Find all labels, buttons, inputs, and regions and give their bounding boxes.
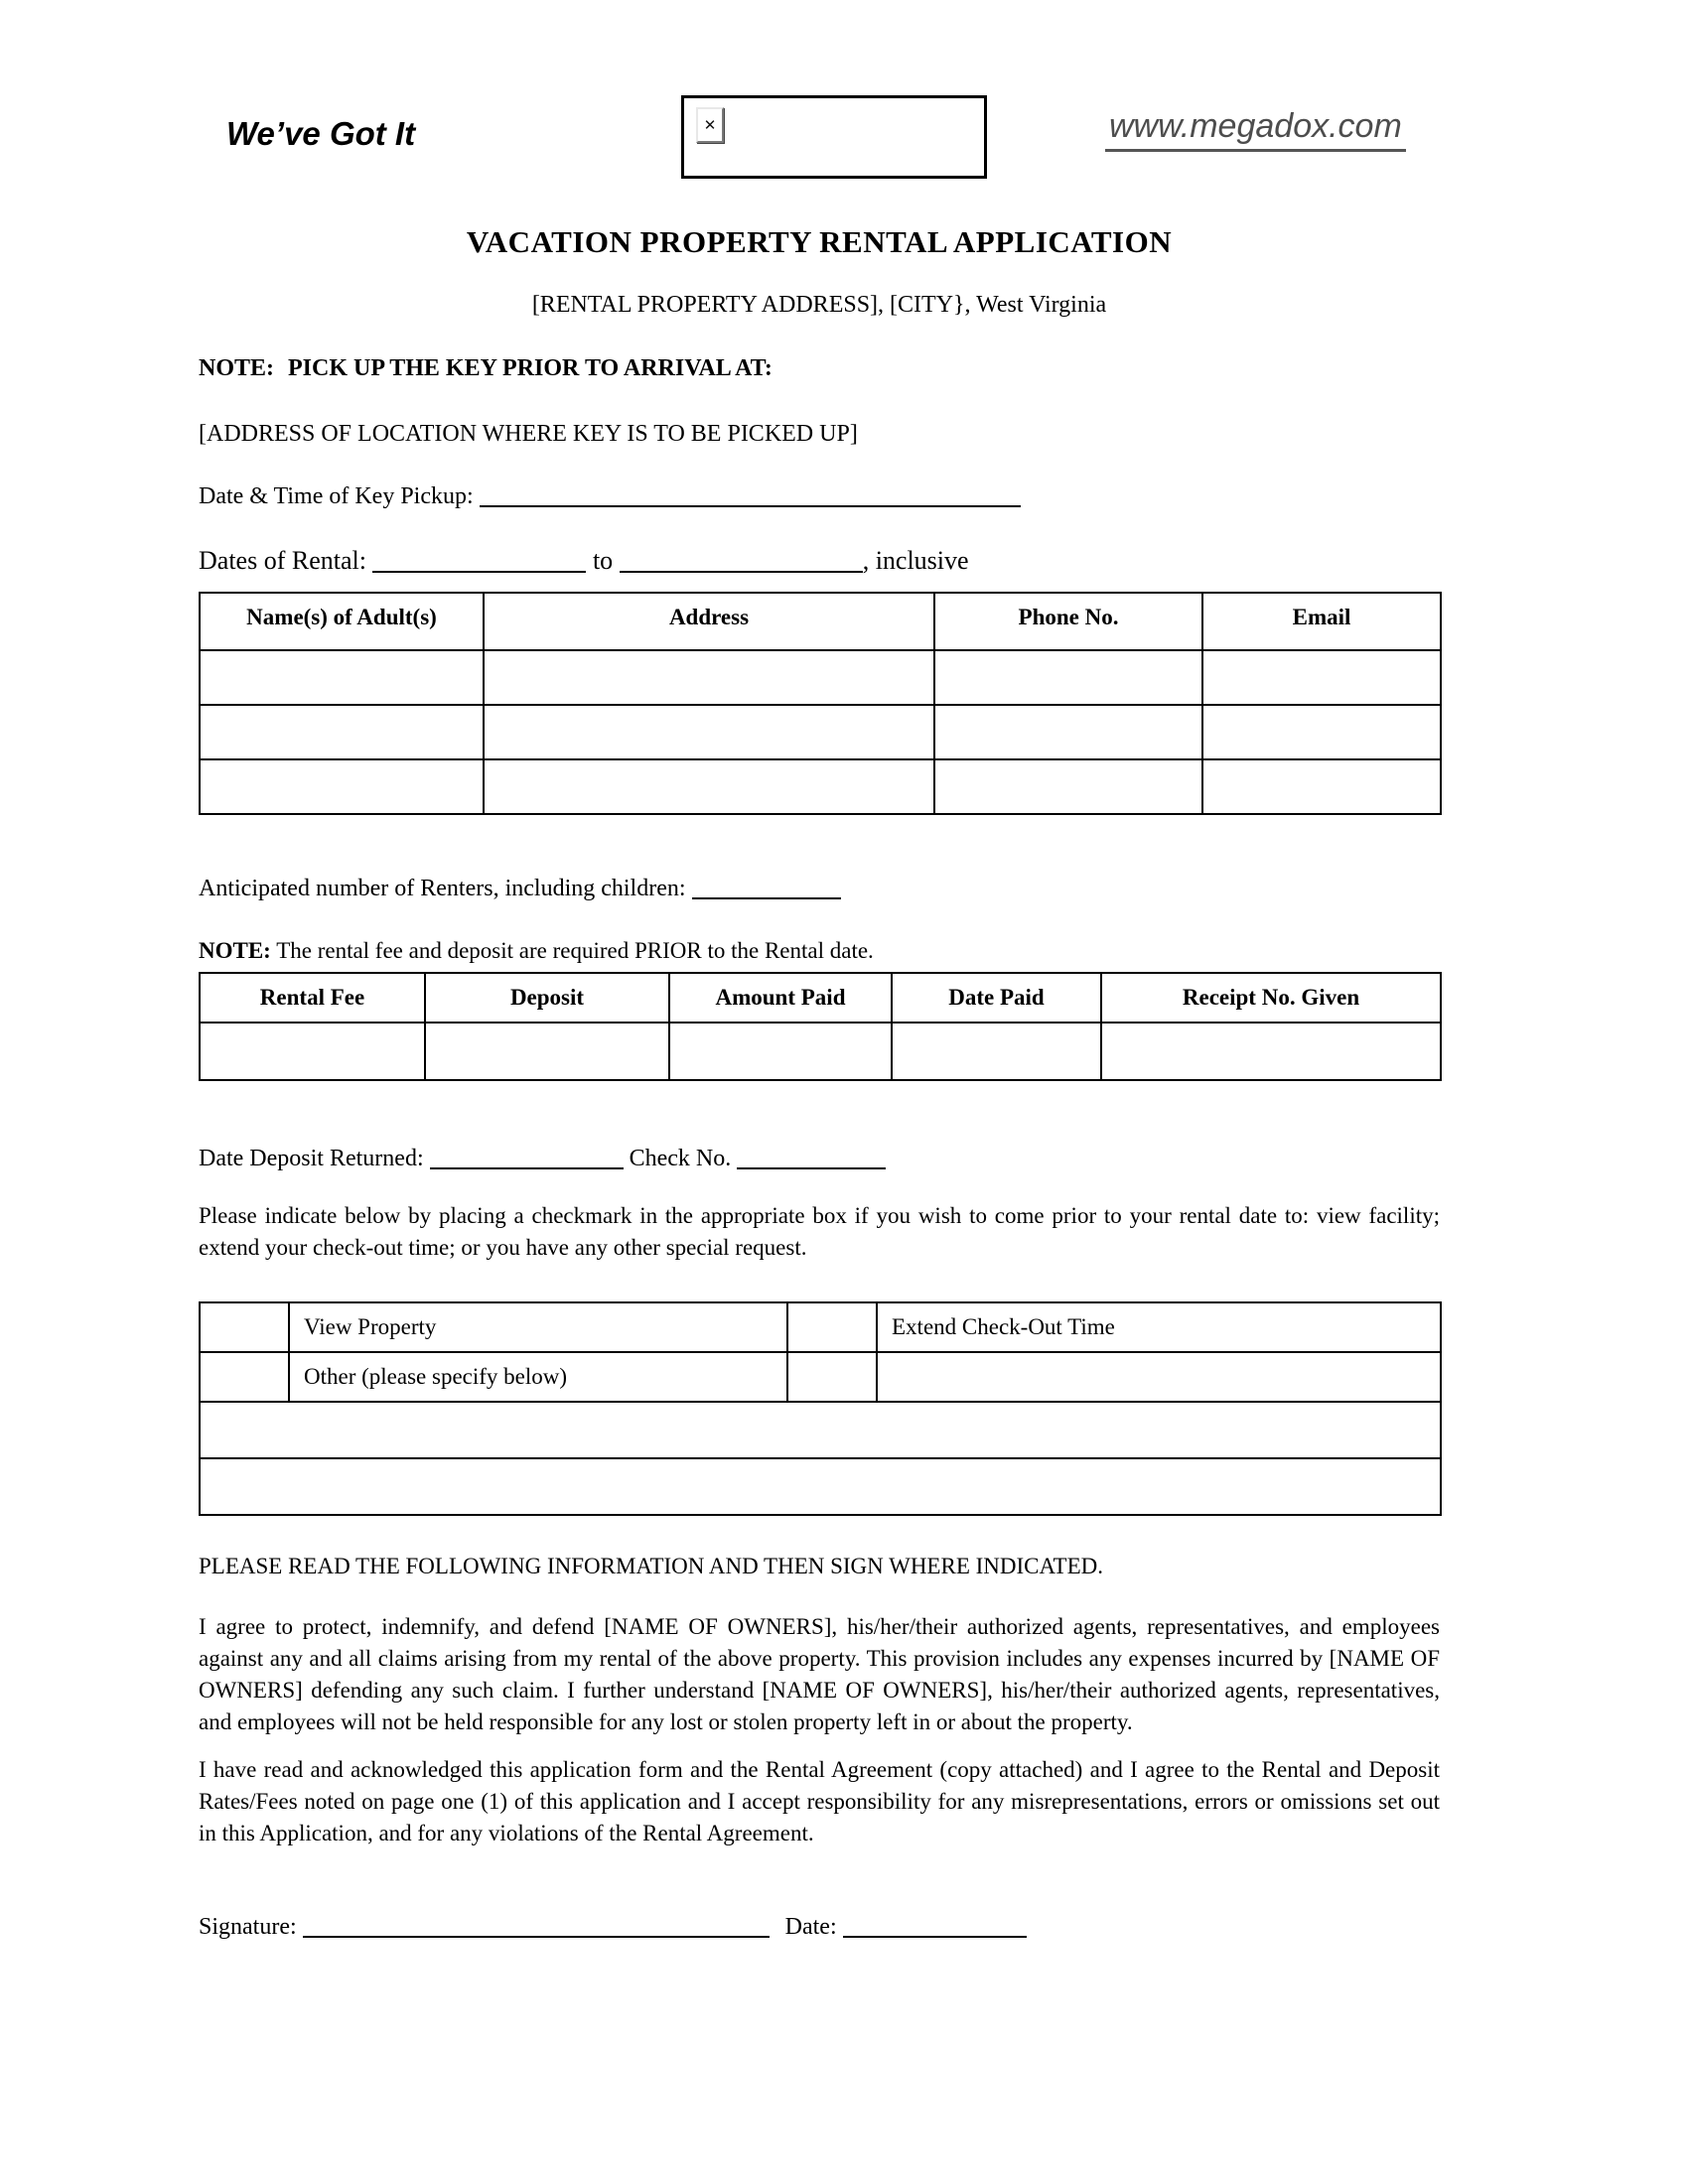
payment-table (199, 972, 1442, 1081)
extend-checkout-checkbox[interactable] (787, 1302, 877, 1352)
deposit-returned-date-blank[interactable] (430, 1146, 624, 1169)
adults-header-email: Email (1202, 593, 1441, 650)
rental-dates-line (199, 542, 1440, 580)
adults-name-cell[interactable] (200, 705, 484, 759)
adults-address-cell[interactable] (484, 650, 934, 705)
adults-header-name: Name(s) of Adult(s) (200, 593, 484, 650)
other-checkbox[interactable] (200, 1352, 289, 1402)
table-row (200, 1458, 1441, 1515)
broken-image-x-glyph: ✕ (703, 115, 717, 134)
table-row (200, 1352, 1441, 1402)
deposit-returned-line (199, 1141, 1440, 1176)
adults-phone-cell[interactable] (934, 705, 1202, 759)
extend-checkout-label: Extend Check-Out Time (877, 1302, 1441, 1352)
deposit-returned-label: Date Deposit Returned: (199, 1146, 424, 1171)
website-link[interactable]: www.megadox.com (1105, 107, 1406, 152)
signature-line (199, 1909, 1440, 1945)
payment-table-header-row (200, 973, 1441, 1023)
form-title: VACATION PROPERTY RENTAL APPLICATION (466, 224, 1173, 259)
key-pickup-note (199, 351, 1440, 385)
fee-note-text: The rental fee and deposit are required PRIOR to the Rental date. (276, 938, 874, 963)
renters-count-label: Anticipated number of Renters, including children: (199, 876, 686, 901)
rental-dates-inclusive-label: , inclusive (862, 546, 969, 575)
adults-email-cell[interactable] (1202, 759, 1441, 814)
adults-table-header-row (200, 593, 1441, 650)
property-address-subtitle: [RENTAL PROPERTY ADDRESS], [CITY}, West Virginia (531, 292, 1107, 318)
payment-header-amount-paid: Amount Paid (669, 973, 892, 1023)
view-property-label: View Property (289, 1302, 787, 1352)
adults-header-address: Address (484, 593, 934, 650)
fee-note-line (199, 934, 1440, 968)
view-property-checkbox[interactable] (200, 1302, 289, 1352)
adults-header-phone: Phone No. (934, 593, 1202, 650)
adults-address-cell[interactable] (484, 759, 934, 814)
payment-receipt-cell[interactable] (1101, 1023, 1441, 1080)
table-row (200, 705, 1441, 759)
note-label: NOTE: (199, 355, 275, 381)
date-label: Date: (784, 1914, 837, 1940)
check-no-label: Check No. (629, 1146, 732, 1171)
fee-note-label: NOTE: (199, 938, 271, 963)
rental-dates-label: Dates of Rental: (199, 546, 366, 575)
rental-dates-to-label: to (592, 546, 614, 575)
table-row (200, 759, 1441, 814)
indemnity-paragraph: I agree to protect, indemnify, and defend [NAME OF OWNERS], his/her/their authorized agents, representatives, and employees against any and all claims arising from my rental of the above property. This provision includes any expenses incurred by [NAME OF OWNERS] defending any such claim. I further understand [NAME OF OWNERS], his/her/their authorized agents, representatives, and employees will not be held responsible for any lost or stolen property left in or about the property. (199, 1614, 1440, 1734)
signature-blank[interactable] (303, 1914, 770, 1938)
key-pickup-datetime-blank[interactable] (480, 483, 1021, 507)
adults-name-cell[interactable] (200, 650, 484, 705)
adults-email-cell[interactable] (1202, 705, 1441, 759)
signature-label: Signature: (199, 1914, 297, 1940)
other-specify-row-2[interactable] (200, 1458, 1441, 1515)
adults-address-cell[interactable] (484, 705, 934, 759)
rental-start-date-blank[interactable] (372, 549, 586, 573)
payment-rental-fee-cell[interactable] (200, 1023, 425, 1080)
sign-instruction: PLEASE READ THE FOLLOWING INFORMATION AND THEN SIGN WHERE INDICATED. (199, 1554, 1104, 1578)
table-row (200, 1302, 1441, 1352)
adults-email-cell[interactable] (1202, 650, 1441, 705)
key-pickup-datetime-label: Date & Time of Key Pickup: (199, 483, 474, 509)
payment-date-paid-cell[interactable] (892, 1023, 1101, 1080)
adults-phone-cell[interactable] (934, 650, 1202, 705)
adults-phone-cell[interactable] (934, 759, 1202, 814)
rental-end-date-blank[interactable] (620, 549, 863, 573)
payment-header-date-paid: Date Paid (892, 973, 1101, 1023)
payment-header-receipt: Receipt No. Given (1101, 973, 1441, 1023)
check-no-blank[interactable] (737, 1146, 886, 1169)
adults-name-cell[interactable] (200, 759, 484, 814)
form-body (199, 0, 1440, 1945)
payment-header-rental-fee: Rental Fee (200, 973, 425, 1023)
other-label: Other (please specify below) (289, 1352, 787, 1402)
table-row (200, 1023, 1441, 1080)
renters-count-line (199, 871, 1440, 906)
key-pickup-address-placeholder: [ADDRESS OF LOCATION WHERE KEY IS TO BE PICKED UP] (199, 421, 858, 447)
table-row (200, 1402, 1441, 1458)
date-blank[interactable] (843, 1914, 1027, 1938)
payment-amount-paid-cell[interactable] (669, 1023, 892, 1080)
spare-checkbox-cell[interactable] (787, 1352, 877, 1402)
spare-label-cell (877, 1352, 1441, 1402)
options-table (199, 1301, 1442, 1516)
acknowledgement-paragraph: I have read and acknowledged this application form and the Rental Agreement (copy attached) and I agree to the Rental and Deposit Rates/Fees noted on page one (1) of this application and I accept responsibility for any misrepresentations, errors or omissions set out in this Application, and for any violations of the Rental Agreement. (199, 1757, 1440, 1845)
logo-text: We’ve Got It (226, 115, 416, 152)
adults-table (199, 592, 1442, 815)
other-specify-row-1[interactable] (200, 1402, 1441, 1458)
renters-count-blank[interactable] (692, 876, 841, 899)
table-row (200, 650, 1441, 705)
checkbox-instructions: Please indicate below by placing a checkmark in the appropriate box if you wish to come prior to your rental date to: view facility; extend your check-out time; or you have any other special request. (199, 1203, 1440, 1260)
payment-deposit-cell[interactable] (425, 1023, 669, 1080)
key-pickup-datetime-line (199, 478, 1440, 514)
note-text: PICK UP THE KEY PRIOR TO ARRIVAL AT: (288, 355, 773, 381)
payment-header-deposit: Deposit (425, 973, 669, 1023)
